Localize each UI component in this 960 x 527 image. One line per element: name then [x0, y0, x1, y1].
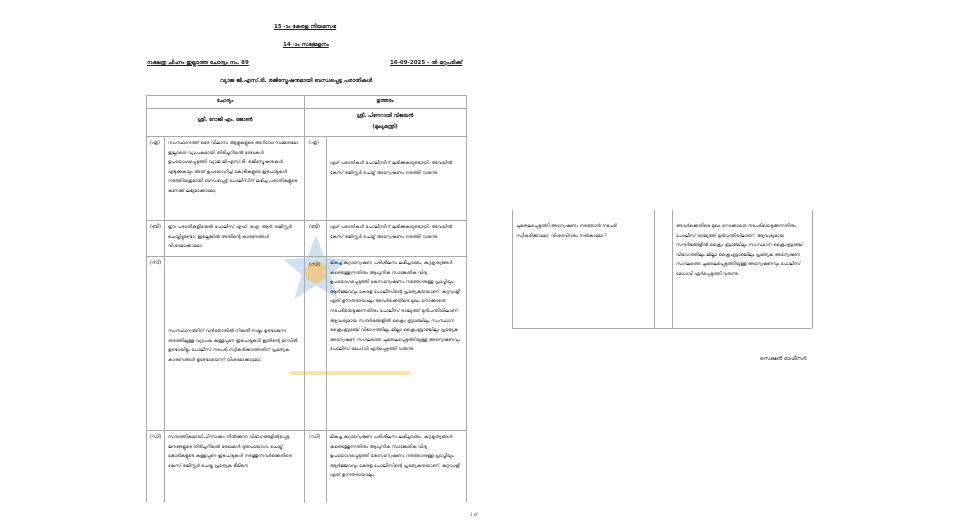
row-a-question-label: (എ): [150, 140, 160, 146]
answerer-name: ശ്രീ. പിണറായി വിജയൻ: [356, 113, 414, 119]
reply-date: 16-09-2025 - ൽ മറുപടിക്ക്: [390, 60, 463, 66]
question-number: നക്ഷത്ര ചിഹ്നം ഇല്ലാത്ത ചോദ്യം നം. 89: [147, 60, 249, 66]
row-d-answer: മികച്ച കുറ്റാന്വേഷണ പരിശീലനം ലഭിച്ചവരും, കുറ്റകൃത്യങ്ങൾ കണ്ടെത്തുന്നതിനും ആധുനിക സാങ്കേതിക വിദ്യ ഉപയോഗപ്പെടുത്തി കേസന്വേഷണം നടത്താനുള്ള പ്രാപ്തിയും ആർജ്ജവവും കേരള പോലീസിന്റെ പ്രത്യേകതയാണ്. കുറ്റവാളി ഏത് ഉന്നതരായാലും: [330, 435, 460, 479]
row-b-question-label: (ബി): [150, 224, 162, 230]
row-b-answer-label: (ബി): [309, 224, 321, 230]
row-d-answer-label: (ഡി): [309, 434, 321, 440]
row-b-question: ഈ പരാതികളിന്മേൽ പോലീസ് എഫ്. ഐ. ആർ. രജിസ്റ്റർ ചെയ്തിട്ടുണ്ടോ; ഇല്ലെങ്കിൽ അതിന്റെ കാരണങ്ങൾ വിശദമാക്കാമോ;: [168, 225, 292, 250]
continuation-answer: അവർക്കെതിരെ മുഖം നോക്കാതെ നടപടിയെടുക്കുന്നതിനും പോലീസ് രാജ്യത്ത് മുൻപന്തിയിലാണ്. ആവശ്യമായ സന്ദർഭങ്ങളിൽ ക്രൈം ബ്രാഞ്ചിലും സംസ്ഥാന ക്രൈംബ്രാഞ്ച് വിഭാഗത്തിലും ജില്ലാ ക്രൈംബ്രാഞ്ചിലും പ്രത്യേക അന്വേഷണ സംഘത്തെ ചുമതലപ്പെടുത്തിയുള്ള അന്വേഷണവും പോലീസ് മേധാവി ഏർപ്പെടുത്തി വരുന്നു.: [676, 224, 803, 277]
row-a-answer: ഏഴ് പരാതികൾ പോലീസിന് ലഭിക്കുകയുണ്ടായി. അവയിൽ കേസ് രജിസ്റ്റർ ചെയ്ത് അന്വേഷണം നടത്തി വരുന്നു.: [330, 161, 453, 176]
row-d-question-label: (ഡി): [150, 434, 162, 440]
session-title: 14 -ാം സമ്മേളനം: [283, 42, 329, 48]
row-d-question: സമ്പത്തികമായി പിന്നാക്കം നിൽക്കുന്ന വിഭാഗങ്ങളിൽപ്പെട്ട ജനങ്ങളുടെ തിരിച്ചറിയൽ രേഖകൾ ദുരുപയോഗം ചെയ്ത് കോടികളുടെ കള്ളപ്പണ ഇടപാടുകൾ നടത്തുന്നവർക്കെതിരെ കേസ് രജിസ്റ്റർ ചെയ്ത പ്രത്യേക ടീമിനെ: [168, 435, 292, 469]
answer-column-header: ഉത്തരം: [376, 98, 394, 104]
row-a-answer-label: (എ): [309, 140, 319, 146]
question-column-header: ചോദ്യം: [216, 98, 234, 104]
questioner-name: ശ്രീ. റോജി എം. ജോൺ: [197, 117, 253, 123]
continuation-question: ചുമതലപ്പെടുത്തി അന്വേഷണം നടത്താൻ നടപടി സ്വീകരിക്കാമോ; വിശദവിവരം നൽകാമോ ?: [516, 224, 617, 239]
section-officer-signature: സെക്ഷൻ ഓഫീസർ: [760, 356, 807, 362]
assembly-title: 15 -ാം കേരള നിയമസഭ: [274, 24, 337, 30]
watermark-bar: [290, 371, 410, 375]
row-c-question-label: (സി): [150, 260, 162, 266]
row-c-question: സംസ്ഥാനത്തിന് വൻതോതിൽ നികുതി നഷ്ടം ഉണ്ടാകുന്ന തരത്തിലുള്ള വ്യാപക കള്ളപ്പണ ഇടപാടുകൾ ഇതിന്റെ മറവിൽ ഉണ്ടായിട്ടും പോലീസ് നടപടി സ്വീകരിക്കാത്തതിന് പ്രത്യേക കാരണങ്ങൾ ഉണ്ടോയെന്ന് വിശദമാക്കാമോ;: [168, 329, 298, 363]
row-a-question: സംസ്ഥാനത്ത് ഒരേ വിലാസ ആളുകളുടെ അറിവോ സമ്മതമോ ഇല്ലാതെ വ്യാപകമായി തിരിച്ചറിയൽ രേഖകൾ ഉപയോഗപ്പെടുത്തി വ്യാജ ജി.എസ്.ടി. രജിസ്ട്രേഷനുകൾ എടുക്കുകയും അത് ഉപയോഗിച്ച് കോടികളുടെ ഇടപാടുകൾ നടത്തിയതുമായി ബന്ധപ്പെട്ട് പോലീസിന് ലഭിച്ച പരാതികളുടെ കണക്ക് ലഭ്യമാക്കാമോ;: [168, 141, 299, 194]
row-c-answer-label: (സി): [309, 262, 321, 268]
page-number: 1 of: [470, 512, 478, 517]
row-c-answer: മികച്ച കുറ്റാന്വേഷണ പരിശീലനം ലഭിച്ചവരും, കുറ്റകൃത്യങ്ങൾ കണ്ടെത്തുന്നതിനും ആധുനിക സാങ്കേതിക വിദ്യ ഉപയോഗപ്പെടുത്തി കേസന്വേഷണം നടത്താനുള്ള പ്രാപ്തിയും ആർജ്ജവവും കേരള പോലീസിന്റെ പ്രത്യേകതയാണ്. കുറ്റവാളി ഏത് ഉന്നതരായാലും അവർക്കെതിരെ മുഖം നോക്കാതെ നടപടിയെടുക്കുന്നതിനും പോലീസ് രാജ്യത്ത് മുൻപന്തിയിലാണ്. ആവശ്യമായ സന്ദർഭങ്ങളിൽ ക്രൈം ബ്രാഞ്ചിലും സംസ്ഥാന ക്രൈംബ്രാഞ്ച് വിഭാഗത്തിലും ജില്ലാ ക്രൈംബ്രാഞ്ചിലും പ്രത്യേക അന്വേഷണ സംഘത്തെ ചുമതലപ്പെടുത്തിയുള്ള അന്വേഷണവും പോലീസ് മേധാവി ഏർപ്പെടുത്തി വരുന്നു.: [330, 261, 461, 353]
answerer-role: (മുഖ്യമന്ത്രി): [372, 124, 398, 130]
subject-title: വ്യാജ ജി.എസ്.ടി. രജിസ്ട്രേഷനുമായി ബന്ധപ്പെട്ട പരാതികൾ: [220, 78, 373, 84]
row-b-answer: ഏഴ് പരാതികൾ പോലീസിന് ലഭിക്കുകയുണ്ടായി. അവയിൽ കേസ് രജിസ്റ്റർ ചെയ്ത് അന്വേഷണം നടത്തി വരുന്നു.: [330, 225, 453, 240]
